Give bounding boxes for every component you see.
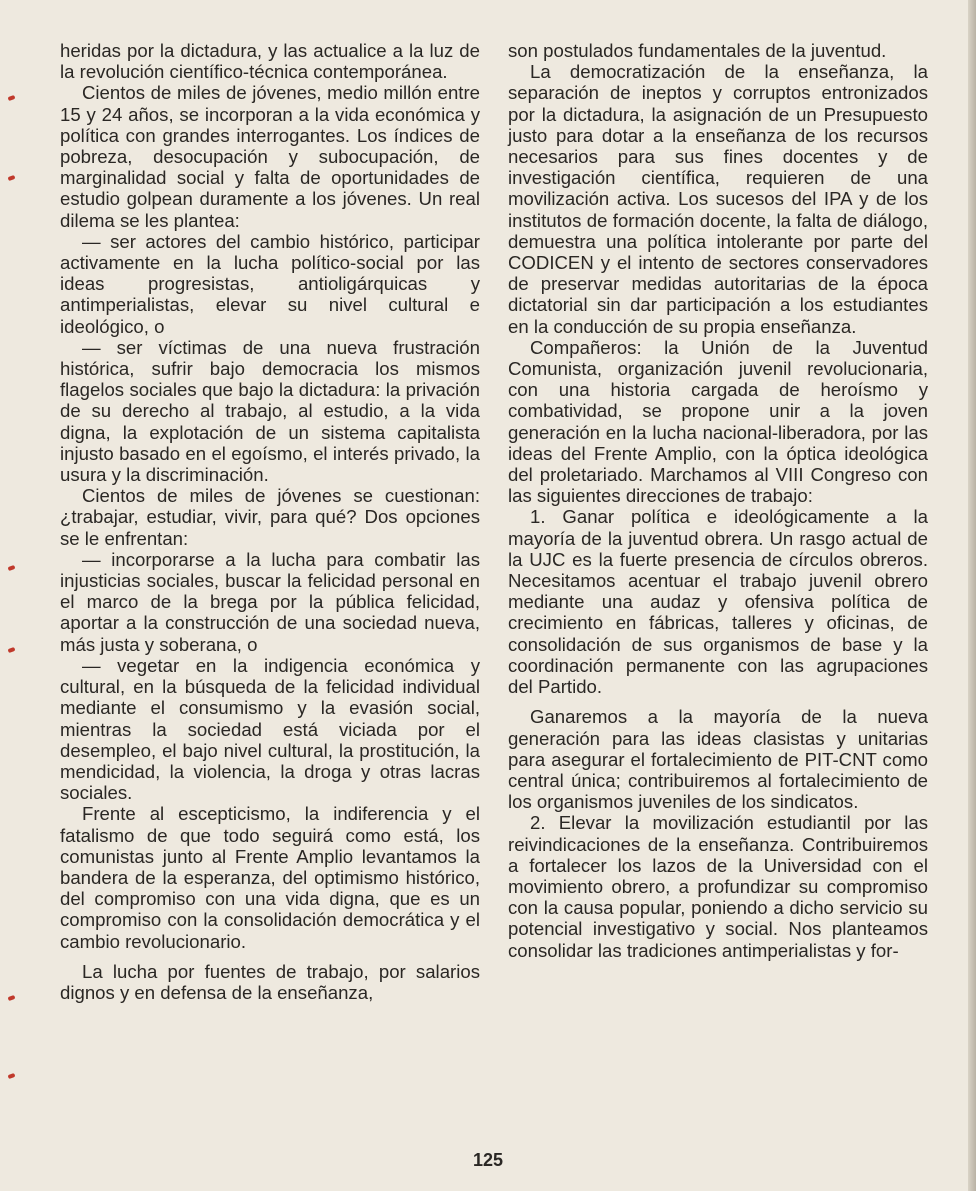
paragraph: 2. Elevar la movilización estudiantil por las reivindicaciones de la enseñanza. Contribuiremos a fortalecer los lazos de la Universidad con el movimiento obrero, a profundizar su compromiso con la causa popular, poniendo a dicho servicio su potencial investigativo y social. Nos planteamos consolidar las tradiciones antimperialistas y for- [508, 812, 928, 961]
paragraph: Frente al escepticismo, la indiferencia y el fatalismo de que todo seguirá como está, los comunistas junto al Frente Amplio levantamos la bandera de la esperanza, del optimismo histórico, del compromiso con una vida digna, que es un compromiso con la consolidación democrática y el cambio revolucionario. [60, 803, 480, 952]
left-text-column [60, 40, 480, 1003]
margin-mark [8, 647, 16, 653]
paragraph: Cientos de miles de jóvenes se cuestionan: ¿trabajar, estudiar, vivir, para qué? Dos opciones se le enfrentan: [60, 485, 480, 549]
margin-mark [8, 565, 16, 571]
margin-mark [8, 1073, 16, 1079]
paragraph: Cientos de miles de jóvenes, medio millón entre 15 y 24 años, se incorporan a la vida económica y política con grandes interrogantes. Los índices de pobreza, desocupación y subocupación, de marginalidad social y falta de oportunidades de estudio golpean duramente a los jóvenes. Un real dilema se les plantea: [60, 82, 480, 231]
paragraph: — ser víctimas de una nueva frustración histórica, sufrir bajo democracia los mismos flagelos sociales que bajo la dictadura: la privación de su derecho al trabajo, al estudio, a la vida digna, la explotación de un sistema capitalista injusto basado en el egoísmo, el interés privado, la usura y la discriminación. [60, 336, 480, 486]
paragraph: Compañeros: la Unión de la Juventud Comunista, organización juvenil revolucionaria, con una historia cargada de heroísmo y combatividad, se propone unir a la joven generación en la lucha nacional-liberadora, por las ideas del Frente Amplio, con la óptica ideológica del proletariado. Marchamos al VIII Congreso con las siguientes direcciones de trabajo: [508, 336, 928, 507]
page-binding-edge [968, 0, 976, 1191]
paragraph: — ser actores del cambio histórico, participar activamente en la lucha político-social por las ideas progresistas, antioligárquicas y antimperialistas, elevar su nivel cultural e ideológico, o [60, 230, 480, 337]
paragraph: heridas por la dictadura, y las actualice a la luz de la revolución científico-técnica contemporánea. [60, 40, 480, 83]
margin-mark [8, 95, 16, 101]
page-number: 125 [472, 1150, 504, 1170]
paragraph: La democratización de la enseñanza, la separación de ineptos y corruptos entronizados por la dictadura, la asignación de un Presupuesto justo para dotar a la enseñanza de los recursos necesarios para sus fines docentes y de investigación científica, requieren de una movilización activa. Los sucesos del IPA y de los institutos de formación docente, la falta de diálogo, demuestra una política intolerante por parte del CODICEN y el intento de sectores conservadores de preservar medidas autoritarias de la época dictatorial sin dar participación a los estudiantes en la conducción de su propia enseñanza. [508, 61, 928, 337]
paragraph: 1. Ganar política e ideológicamente a la mayoría de la juventud obrera. Un rasgo actual de la UJC es la fuerte presencia de círculos obreros. Necesitamos acentuar el trabajo juvenil obrero mediante una audaz y ofensiva política de crecimiento en fábricas, talleres y oficinas, de consolidación de sus organismos de base y la coordinación permanente con las agrupaciones del Partido. [508, 506, 928, 698]
paragraph: Ganaremos a la mayoría de la nueva generación para las ideas clasistas y unitarias para asegurar el fortalecimiento de PIT-CNT como central única; contribuiremos al fortalecimiento de los organismos juveniles de los sindicatos. [508, 706, 928, 813]
paragraph: La lucha por fuentes de trabajo, por salarios dignos y en defensa de la enseñanza, [60, 960, 480, 1003]
right-text-column [508, 40, 928, 961]
margin-mark [8, 175, 16, 181]
margin-mark [8, 995, 16, 1001]
paragraph: — incorporarse a la lucha para combatir las injusticias sociales, buscar la felicidad personal en el marco de la brega por la pública felicidad, aportar a la construcción de una sociedad nueva, más justa y soberana, o [60, 548, 480, 655]
paragraph: son postulados fundamentales de la juventud. [508, 40, 887, 61]
paragraph: — vegetar en la indigencia económica y cultural, en la búsqueda de la felicidad individual mediante el consumismo y la evasión social, mientras la sociedad está viciada por el desempleo, el bajo nivel cultural, la prostitución, la mendicidad, la violencia, la droga y otras lacras sociales. [60, 654, 480, 804]
